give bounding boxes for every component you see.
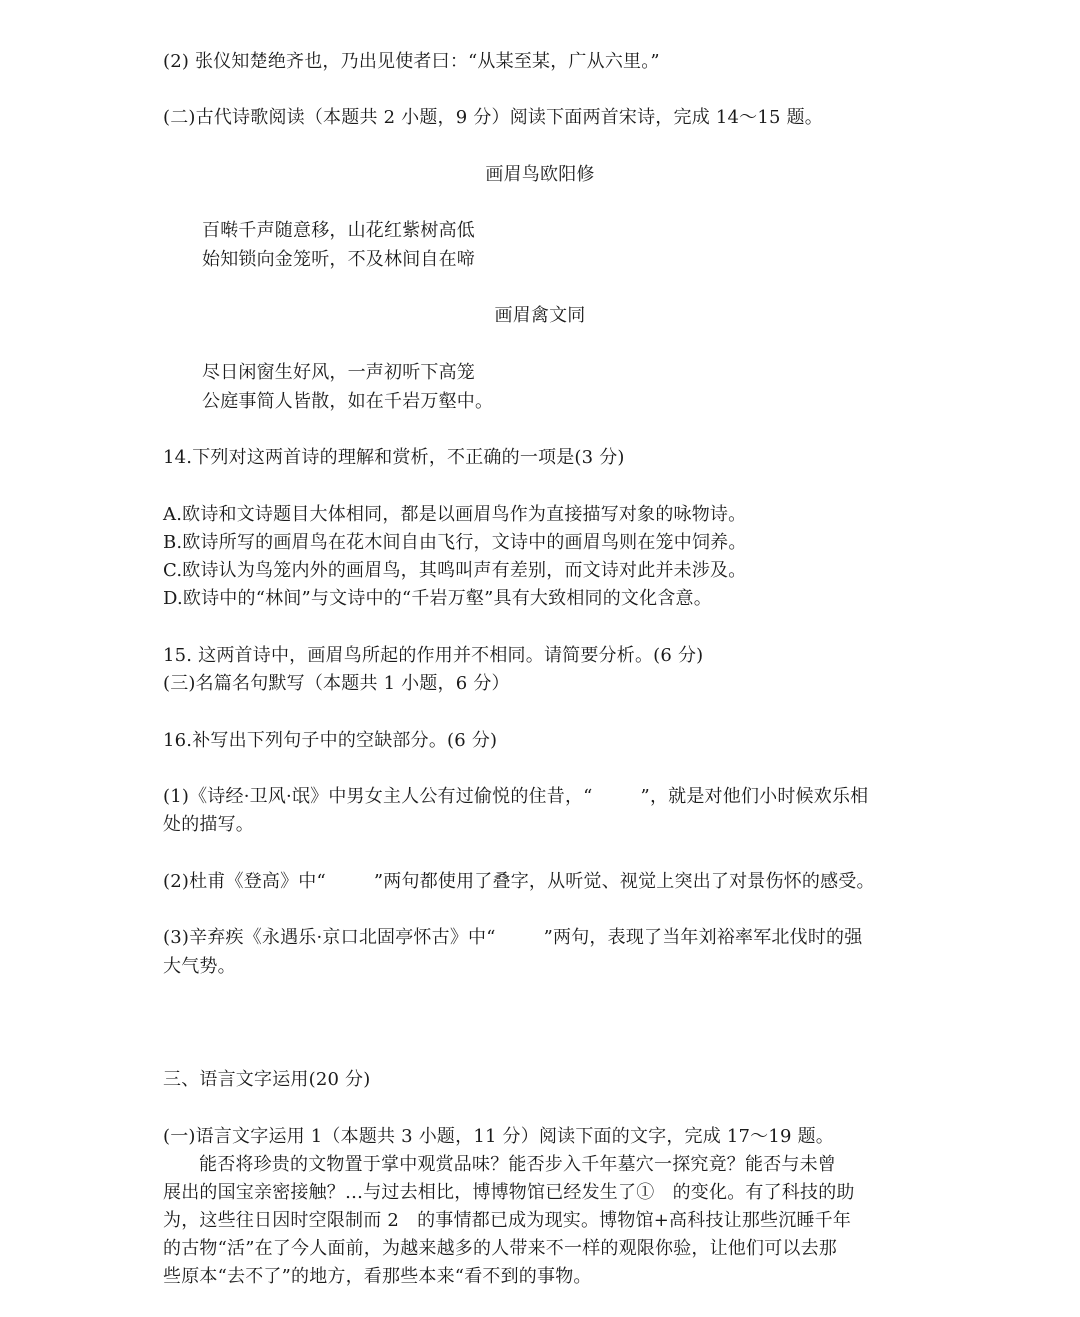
passage-line-1: 能否将珍贵的文物置于掌中观赏品味？能否步入千年墓穴一探究竟？能否与未曾 (199, 1154, 836, 1175)
question-14-option-c: C.欧诗认为鸟笼内外的画眉鸟，其鸣叫声有差别，而文诗对此并未涉及。 (163, 560, 747, 581)
part-3-sub-1-heading: (一)语言文字运用 1（本题共 3 小题，11 分）阅读下面的文字，完成 17～19 题。 (163, 1126, 834, 1147)
passage-line-2: 展出的国宝亲密接触？…与过去相比，博博物馆已经发生了① 的变化。有了科技的助 (163, 1182, 855, 1203)
question-16-item-3-suffix: ”两句，表现了当年刘裕率军北伐时的强 (543, 927, 863, 948)
question-16-item-1-prefix: (1)《诗经·卫风·氓》中男女主人公有过偷悦的住昔，“ (163, 786, 593, 807)
passage-line-5: 些原本“去不了”的地方，看那些本来“看不到的事物。 (163, 1266, 592, 1287)
question-16-item-3-prefix: (3)辛弃疾《永遇乐·京口北固亭怀古》中“ (163, 927, 496, 948)
poem-2-title: 画眉禽文同 (494, 305, 586, 326)
part-3-heading: 三、语言文字运用(20 分) (163, 1069, 371, 1090)
question-16-item-1 (163, 783, 868, 811)
question-16-stem: 16.补写出下列句子中的空缺部分。(6 分) (163, 730, 498, 751)
question-14-option-b: B.欧诗所写的画眉鸟在花木间自由飞行，文诗中的画眉鸟则在笼中饲养。 (163, 532, 747, 553)
passage-line-4: 的古物“活”在了今人面前，为越来越多的人带来不一样的观限你验，让他们可以去那 (163, 1238, 838, 1259)
question-14-option-d: D.欧诗中的“林间”与文诗中的“千岩万壑”具有大致相同的文化含意。 (163, 588, 712, 609)
question-14-stem: 14.下列对这两首诗的理解和赏析，不正确的一项是(3 分) (163, 447, 625, 468)
question-16-item-3-cont: 大气势。 (163, 956, 236, 977)
section-2-heading: (二)古代诗歌阅读（本题共 2 小题，9 分）阅读下面两首宋诗，完成 14～15 题。 (163, 107, 823, 128)
question-16-item-1-suffix: ”，就是对他们小时候欢乐相 (640, 786, 869, 807)
passage-line-3: 为，这些往日因时空限制而 2 的事情都已成为现实。博物馆+高科技让那些沉睡千年 (163, 1210, 852, 1231)
question-16-item-2-prefix: (2)杜甫《登高》中“ (163, 871, 326, 892)
section-3-heading: (三)名篇名句默写（本题共 1 小题，6 分） (163, 673, 510, 694)
poem-2-line-1: 尽日闲窗生好风，一声初听下高笼 (202, 362, 475, 383)
question-16-item-2-suffix: ”两句都使用了叠字，从听觉、视觉上突出了对景伤怀的感受。 (373, 871, 875, 892)
poem-1-line-2: 始知锁向金笼听，不及林间自在啼 (202, 249, 475, 270)
question-16-item-2 (163, 868, 875, 896)
question-13-2: (2) 张仪知楚绝齐也，乃出见使者曰：“从某至某，广从六里。” (163, 51, 660, 72)
question-15: 15. 这两首诗中，画眉鸟所起的作用并不相同。请简要分析。(6 分) (163, 645, 704, 666)
poem-1-title: 画眉鸟欧阳修 (485, 164, 595, 185)
question-16-item-3 (163, 924, 862, 952)
question-14-option-a: A.欧诗和文诗题目大体相同，都是以画眉鸟作为直接描写对象的咏物诗。 (163, 504, 747, 525)
poem-2-line-2: 公庭事简人皆散，如在千岩万壑中。 (202, 391, 494, 412)
poem-1-line-1: 百啭千声随意移，山花红紫树高低 (202, 220, 475, 241)
question-16-item-1-cont: 处的描写。 (163, 814, 254, 835)
